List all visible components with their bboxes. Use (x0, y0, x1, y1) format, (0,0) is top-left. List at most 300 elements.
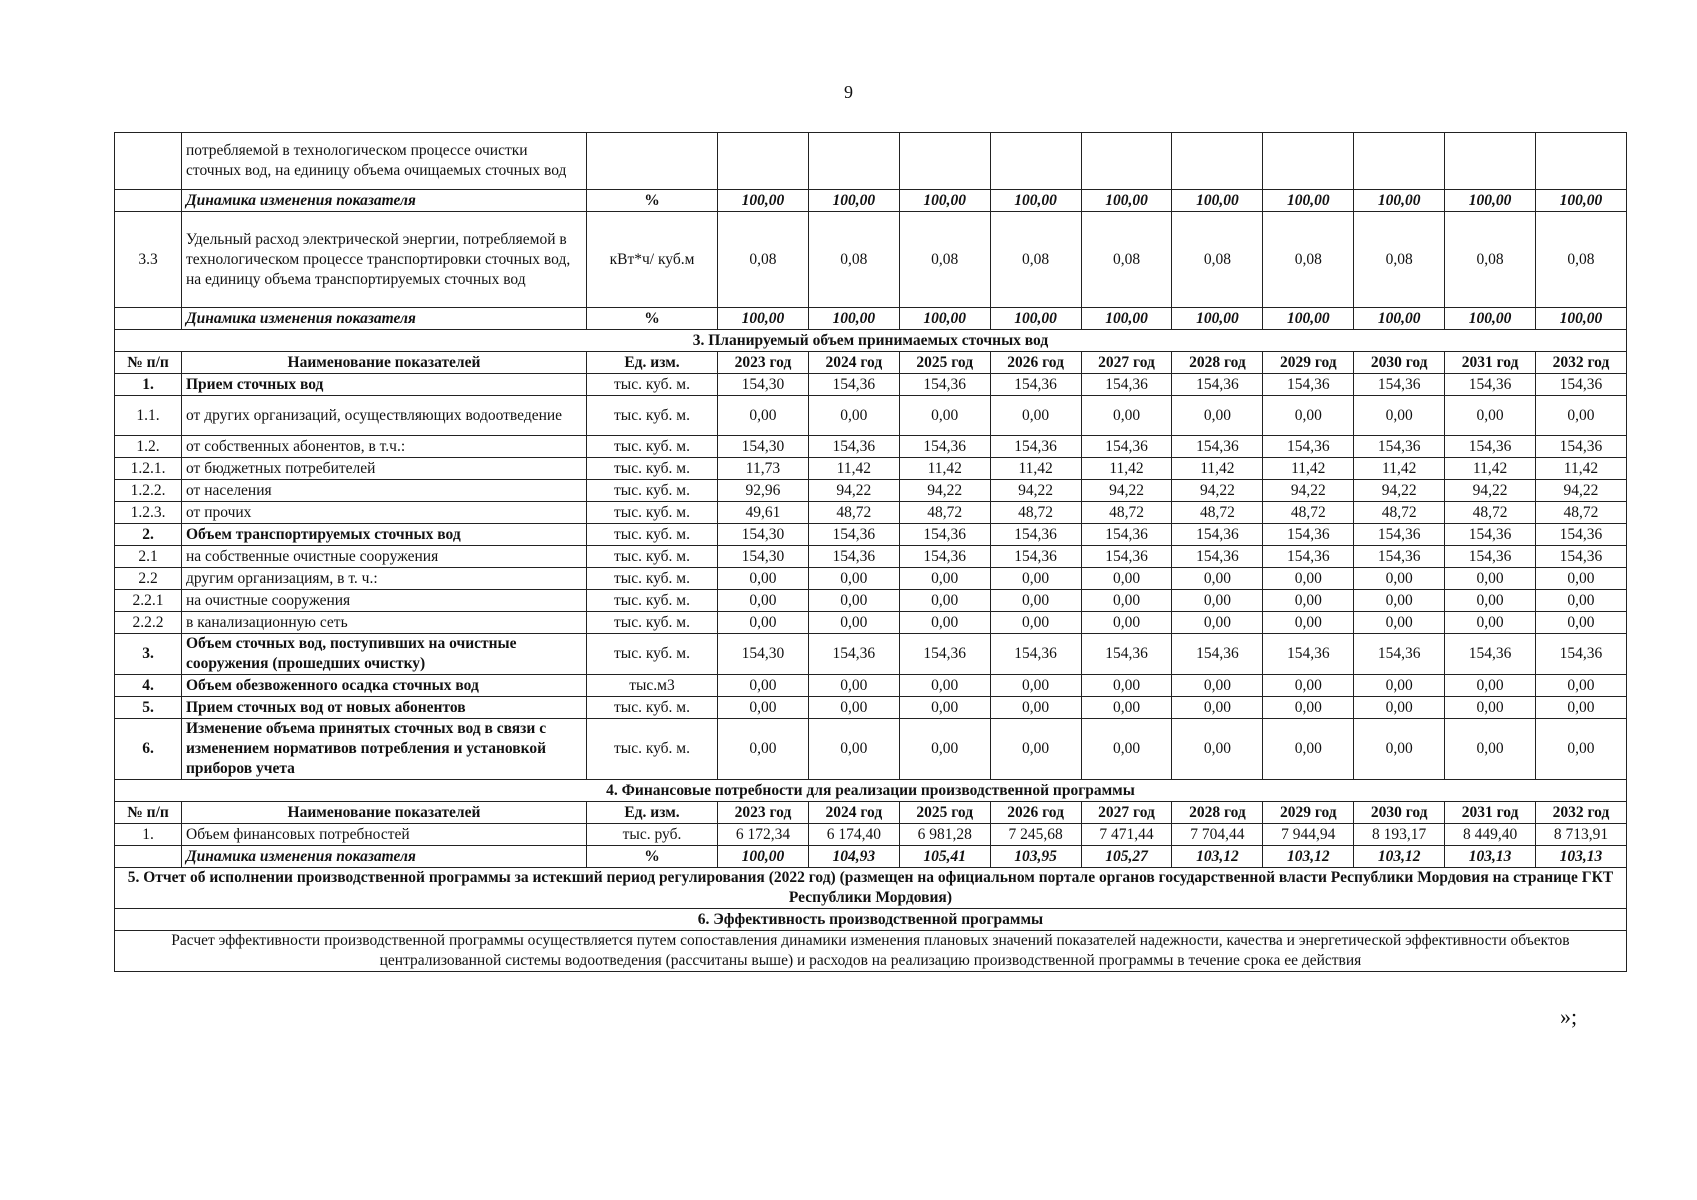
num-cell (115, 190, 182, 212)
value-cell: 0,00 (718, 590, 809, 612)
section-title: 4. Финансовые потребности для реализации производственной программы (115, 780, 1627, 802)
value-cell (1354, 133, 1445, 190)
value-cell: 154,36 (1354, 524, 1445, 546)
value-cell: 154,36 (1172, 634, 1263, 675)
section-title: 6. Эффективность производственной программы (115, 909, 1627, 931)
value-cell: 100,00 (1536, 308, 1627, 330)
value-cell: 94,22 (1536, 480, 1627, 502)
value-cell: 0,00 (899, 568, 990, 590)
value-cell: 0,00 (1172, 568, 1263, 590)
table-row (115, 675, 1627, 697)
value-cell: 154,36 (899, 374, 990, 396)
value-cell: 0,00 (1445, 612, 1536, 634)
value-cell: 11,42 (1536, 458, 1627, 480)
value-cell: 48,72 (1172, 502, 1263, 524)
value-cell: 0,00 (1354, 568, 1445, 590)
num-cell: 6. (115, 719, 182, 780)
value-cell: 7 245,68 (990, 824, 1081, 846)
value-cell: 48,72 (1354, 502, 1445, 524)
value-cell: 100,00 (899, 190, 990, 212)
unit-cell (587, 133, 718, 190)
table-row (115, 824, 1627, 846)
value-cell: 0,00 (1445, 719, 1536, 780)
value-cell: 11,42 (990, 458, 1081, 480)
header-year: 2023 год (718, 352, 809, 374)
value-cell: 11,42 (1081, 458, 1172, 480)
value-cell: 0,00 (808, 719, 899, 780)
value-cell: 0,00 (1445, 396, 1536, 436)
value-cell: 0,00 (990, 719, 1081, 780)
indicator-name-cell: от прочих (182, 502, 587, 524)
value-cell: 100,00 (1536, 190, 1627, 212)
value-cell: 0,00 (1536, 612, 1627, 634)
value-cell: 154,36 (1172, 524, 1263, 546)
table-row (115, 524, 1627, 546)
num-cell: 2.2 (115, 568, 182, 590)
indicator-name-cell: Прием сточных вод от новых абонентов (182, 697, 587, 719)
value-cell: 0,08 (808, 212, 899, 308)
num-cell: 3. (115, 634, 182, 675)
value-cell: 103,12 (1354, 846, 1445, 868)
unit-cell: тыс. куб. м. (587, 502, 718, 524)
value-cell: 11,42 (1354, 458, 1445, 480)
value-cell: 154,36 (990, 634, 1081, 675)
num-cell: 5. (115, 697, 182, 719)
header-unit: Ед. изм. (587, 352, 718, 374)
table-row (115, 436, 1627, 458)
value-cell: 154,36 (1263, 436, 1354, 458)
value-cell: 48,72 (899, 502, 990, 524)
value-cell: 0,08 (1172, 212, 1263, 308)
value-cell: 103,95 (990, 846, 1081, 868)
value-cell: 154,30 (718, 524, 809, 546)
value-cell: 154,30 (718, 546, 809, 568)
value-cell: 48,72 (1263, 502, 1354, 524)
table-row (115, 502, 1627, 524)
num-cell (115, 846, 182, 868)
header-year: 2028 год (1172, 352, 1263, 374)
value-cell: 0,00 (899, 590, 990, 612)
unit-cell: тыс. руб. (587, 824, 718, 846)
table-row (115, 374, 1627, 396)
value-cell: 154,36 (1536, 524, 1627, 546)
value-cell: 0,08 (990, 212, 1081, 308)
value-cell: 154,36 (1172, 546, 1263, 568)
value-cell: 0,00 (1354, 719, 1445, 780)
indicator-name-cell: Изменение объема принятых сточных вод в связи с изменением нормативов потребления и установкой приборов учета (182, 719, 587, 780)
value-cell: 100,00 (899, 308, 990, 330)
value-cell: 0,00 (990, 675, 1081, 697)
unit-cell: кВт*ч/ куб.м (587, 212, 718, 308)
unit-cell: тыс. куб. м. (587, 436, 718, 458)
value-cell: 49,61 (718, 502, 809, 524)
indicator-name-cell: Объем сточных вод, поступивших на очистные сооружения (прошедших очистку) (182, 634, 587, 675)
value-cell: 154,36 (808, 546, 899, 568)
value-cell: 0,00 (1263, 719, 1354, 780)
value-cell: 0,00 (808, 396, 899, 436)
value-cell: 154,36 (808, 634, 899, 675)
unit-cell: % (587, 308, 718, 330)
section-title: 5. Отчет об исполнении производственной программы за истекший период регулирования (2022 год) (размещен на официальном портале органов государственной власти Республики Мордовия на странице ГКТ Республики Мордовия) (115, 868, 1627, 909)
header-year: 2028 год (1172, 802, 1263, 824)
value-cell: 154,36 (990, 436, 1081, 458)
dynamics-label: Динамика изменения показателя (182, 308, 587, 330)
header-name: Наименование показателей (182, 352, 587, 374)
value-cell: 154,36 (1536, 436, 1627, 458)
header-year: 2032 год (1536, 802, 1627, 824)
value-cell: 0,00 (1263, 675, 1354, 697)
value-cell: 0,00 (1354, 396, 1445, 436)
value-cell: 100,00 (1081, 190, 1172, 212)
value-cell: 0,00 (1172, 719, 1263, 780)
value-cell: 11,42 (1172, 458, 1263, 480)
value-cell (899, 133, 990, 190)
indicator-name-cell: от населения (182, 480, 587, 502)
value-cell: 0,00 (1536, 568, 1627, 590)
value-cell: 0,00 (1081, 675, 1172, 697)
value-cell: 0,00 (808, 590, 899, 612)
header-num: № п/п (115, 352, 182, 374)
value-cell: 100,00 (1354, 190, 1445, 212)
value-cell: 8 713,91 (1536, 824, 1627, 846)
value-cell (808, 133, 899, 190)
unit-cell: тыс. куб. м. (587, 612, 718, 634)
header-year: 2030 год (1354, 352, 1445, 374)
header-year: 2031 год (1445, 802, 1536, 824)
value-cell: 0,00 (1172, 697, 1263, 719)
value-cell: 154,30 (718, 634, 809, 675)
value-cell: 0,08 (1263, 212, 1354, 308)
value-cell: 154,30 (718, 436, 809, 458)
value-cell: 0,00 (1081, 697, 1172, 719)
table-row (115, 697, 1627, 719)
table-row (115, 308, 1627, 330)
value-cell: 0,00 (1263, 612, 1354, 634)
value-cell: 8 193,17 (1354, 824, 1445, 846)
value-cell: 6 172,34 (718, 824, 809, 846)
value-cell: 154,36 (899, 524, 990, 546)
indicator-name-cell: на очистные сооружения (182, 590, 587, 612)
value-cell (1172, 133, 1263, 190)
value-cell: 6 174,40 (808, 824, 899, 846)
value-cell: 0,00 (1263, 568, 1354, 590)
header-year: 2027 год (1081, 802, 1172, 824)
value-cell: 0,00 (1081, 396, 1172, 436)
value-cell: 0,00 (1445, 675, 1536, 697)
value-cell: 6 981,28 (899, 824, 990, 846)
unit-cell: тыс. куб. м. (587, 590, 718, 612)
value-cell: 0,00 (718, 612, 809, 634)
value-cell (1263, 133, 1354, 190)
unit-cell: тыс. куб. м. (587, 458, 718, 480)
value-cell: 94,22 (1445, 480, 1536, 502)
indicator-name-cell: от собственных абонентов, в т.ч.: (182, 436, 587, 458)
section-title-row (115, 330, 1627, 352)
value-cell: 154,36 (899, 634, 990, 675)
table-row (115, 458, 1627, 480)
value-cell: 0,00 (1536, 590, 1627, 612)
value-cell: 0,00 (718, 568, 809, 590)
value-cell: 0,00 (899, 719, 990, 780)
value-cell: 154,36 (1445, 374, 1536, 396)
value-cell: 94,22 (1354, 480, 1445, 502)
table-row (115, 133, 1627, 190)
unit-cell: тыс. куб. м. (587, 396, 718, 436)
value-cell: 0,00 (1354, 675, 1445, 697)
section-title-row (115, 868, 1627, 909)
value-cell: 100,00 (1172, 308, 1263, 330)
unit-cell: тыс.м3 (587, 675, 718, 697)
header-year: 2024 год (808, 802, 899, 824)
value-cell: 154,36 (1354, 374, 1445, 396)
indicator-name-cell: Удельный расход электрической энергии, потребляемой в технологическом процессе транспортировки сточных вод, на единицу объема транспортируемых сточных вод (182, 212, 587, 308)
value-cell: 7 704,44 (1172, 824, 1263, 846)
value-cell (990, 133, 1081, 190)
value-cell: 0,00 (990, 590, 1081, 612)
unit-cell: % (587, 190, 718, 212)
value-cell: 48,72 (990, 502, 1081, 524)
table-row (115, 480, 1627, 502)
value-cell: 154,36 (1354, 436, 1445, 458)
num-cell: 3.3 (115, 212, 182, 308)
value-cell: 0,00 (718, 719, 809, 780)
value-cell: 154,36 (1536, 374, 1627, 396)
value-cell: 154,36 (1263, 546, 1354, 568)
value-cell: 154,36 (1172, 374, 1263, 396)
value-cell: 100,00 (1445, 308, 1536, 330)
unit-cell: тыс. куб. м. (587, 568, 718, 590)
indicator-name-cell: потребляемой в технологическом процессе очистки сточных вод, на единицу объема очищаемых сточных вод (182, 133, 587, 190)
unit-cell: тыс. куб. м. (587, 374, 718, 396)
table-row (115, 590, 1627, 612)
indicator-name-cell: другим организациям, в т. ч.: (182, 568, 587, 590)
header-year: 2031 год (1445, 352, 1536, 374)
value-cell: 7 471,44 (1081, 824, 1172, 846)
table-row (115, 719, 1627, 780)
indicator-name-cell: Объем финансовых потребностей (182, 824, 587, 846)
value-cell: 100,00 (1354, 308, 1445, 330)
num-cell: 1.2.3. (115, 502, 182, 524)
value-cell: 0,00 (899, 612, 990, 634)
unit-cell: % (587, 846, 718, 868)
value-cell: 100,00 (808, 190, 899, 212)
num-cell: 2. (115, 524, 182, 546)
value-cell: 0,00 (1263, 697, 1354, 719)
value-cell: 100,00 (1445, 190, 1536, 212)
value-cell: 0,00 (808, 675, 899, 697)
value-cell: 103,12 (1172, 846, 1263, 868)
unit-cell: тыс. куб. м. (587, 546, 718, 568)
header-year: 2029 год (1263, 352, 1354, 374)
value-cell: 48,72 (808, 502, 899, 524)
value-cell: 0,00 (899, 675, 990, 697)
value-cell: 0,00 (1445, 568, 1536, 590)
value-cell: 0,00 (1172, 396, 1263, 436)
value-cell: 154,36 (990, 546, 1081, 568)
header-year: 2030 год (1354, 802, 1445, 824)
value-cell: 154,36 (1081, 546, 1172, 568)
section-title-row (115, 909, 1627, 931)
value-cell: 154,36 (1445, 436, 1536, 458)
indicator-name-cell: Объем транспортируемых сточных вод (182, 524, 587, 546)
value-cell: 0,08 (1081, 212, 1172, 308)
table-row (115, 634, 1627, 675)
value-cell: 154,36 (990, 374, 1081, 396)
value-cell: 154,36 (1354, 634, 1445, 675)
value-cell: 0,00 (1536, 675, 1627, 697)
value-cell: 100,00 (990, 190, 1081, 212)
value-cell: 0,00 (1263, 396, 1354, 436)
header-year: 2027 год (1081, 352, 1172, 374)
value-cell (718, 133, 809, 190)
dynamics-label: Динамика изменения показателя (182, 846, 587, 868)
table-row (115, 568, 1627, 590)
value-cell: 154,36 (1081, 436, 1172, 458)
value-cell: 0,00 (808, 697, 899, 719)
num-cell (115, 133, 182, 190)
header-year: 2025 год (899, 802, 990, 824)
value-cell: 7 944,94 (1263, 824, 1354, 846)
value-cell: 0,00 (1081, 612, 1172, 634)
header-year: 2029 год (1263, 802, 1354, 824)
value-cell: 154,36 (808, 374, 899, 396)
value-cell: 154,36 (1536, 546, 1627, 568)
value-cell: 8 449,40 (1445, 824, 1536, 846)
value-cell: 100,00 (1081, 308, 1172, 330)
header-year: 2023 год (718, 802, 809, 824)
value-cell: 154,36 (1445, 546, 1536, 568)
indicator-name-cell: Прием сточных вод (182, 374, 587, 396)
value-cell: 100,00 (718, 308, 809, 330)
value-cell: 11,73 (718, 458, 809, 480)
header-year: 2026 год (990, 802, 1081, 824)
value-cell: 0,00 (990, 612, 1081, 634)
value-cell: 103,13 (1445, 846, 1536, 868)
value-cell: 94,22 (899, 480, 990, 502)
value-cell: 48,72 (1536, 502, 1627, 524)
table-row (115, 612, 1627, 634)
paragraph-row (115, 931, 1627, 972)
value-cell: 0,08 (1445, 212, 1536, 308)
value-cell: 0,00 (1172, 612, 1263, 634)
value-cell: 11,42 (1263, 458, 1354, 480)
num-cell: 2.1 (115, 546, 182, 568)
value-cell: 0,00 (1536, 697, 1627, 719)
header-num: № п/п (115, 802, 182, 824)
num-cell: 1.1. (115, 396, 182, 436)
value-cell: 154,30 (718, 374, 809, 396)
value-cell: 0,00 (990, 568, 1081, 590)
section-title-row (115, 780, 1627, 802)
value-cell: 154,36 (1263, 374, 1354, 396)
header-name: Наименование показателей (182, 802, 587, 824)
indicator-name-cell: от бюджетных потребителей (182, 458, 587, 480)
value-cell: 94,22 (1263, 480, 1354, 502)
value-cell: 154,36 (1263, 524, 1354, 546)
value-cell: 0,00 (990, 396, 1081, 436)
value-cell: 0,00 (1081, 719, 1172, 780)
value-cell: 154,36 (1445, 524, 1536, 546)
value-cell: 0,08 (899, 212, 990, 308)
num-cell: 2.2.2 (115, 612, 182, 634)
indicator-name-cell: на собственные очистные сооружения (182, 546, 587, 568)
value-cell: 0,00 (1445, 697, 1536, 719)
value-cell: 105,41 (899, 846, 990, 868)
unit-cell: тыс. куб. м. (587, 697, 718, 719)
table-row (115, 846, 1627, 868)
value-cell: 154,36 (1081, 634, 1172, 675)
value-cell: 94,22 (990, 480, 1081, 502)
value-cell: 103,12 (1263, 846, 1354, 868)
value-cell: 100,00 (808, 308, 899, 330)
value-cell: 0,00 (808, 568, 899, 590)
num-cell: 1.2.2. (115, 480, 182, 502)
value-cell: 154,36 (1081, 374, 1172, 396)
value-cell: 154,36 (990, 524, 1081, 546)
unit-cell: тыс. куб. м. (587, 719, 718, 780)
num-cell: 1.2. (115, 436, 182, 458)
header-unit: Ед. изм. (587, 802, 718, 824)
value-cell: 0,00 (1354, 697, 1445, 719)
value-cell: 100,00 (1263, 190, 1354, 212)
value-cell: 94,22 (808, 480, 899, 502)
value-cell: 154,36 (899, 546, 990, 568)
value-cell: 154,36 (1354, 546, 1445, 568)
indicator-name-cell: от других организаций, осуществляющих водоотведение (182, 396, 587, 436)
value-cell: 0,00 (1081, 590, 1172, 612)
value-cell: 100,00 (718, 846, 809, 868)
value-cell: 154,36 (899, 436, 990, 458)
num-cell (115, 308, 182, 330)
value-cell: 11,42 (899, 458, 990, 480)
dynamics-label: Динамика изменения показателя (182, 190, 587, 212)
value-cell: 11,42 (808, 458, 899, 480)
num-cell: 2.2.1 (115, 590, 182, 612)
indicator-name-cell: Объем обезвоженного осадка сточных вод (182, 675, 587, 697)
value-cell (1081, 133, 1172, 190)
value-cell: 0,00 (718, 675, 809, 697)
value-cell: 154,36 (1172, 436, 1263, 458)
closing-mark: »; (1560, 1004, 1578, 1029)
value-cell: 154,36 (1536, 634, 1627, 675)
value-cell: 104,93 (808, 846, 899, 868)
header-year: 2025 год (899, 352, 990, 374)
value-cell: 92,96 (718, 480, 809, 502)
value-cell: 103,13 (1536, 846, 1627, 868)
header-row (115, 802, 1627, 824)
value-cell: 154,36 (1263, 634, 1354, 675)
header-year: 2032 год (1536, 352, 1627, 374)
value-cell: 0,00 (1172, 590, 1263, 612)
value-cell: 0,00 (1536, 396, 1627, 436)
table-row (115, 212, 1627, 308)
value-cell: 154,36 (808, 524, 899, 546)
value-cell: 0,00 (1536, 719, 1627, 780)
value-cell: 154,36 (1081, 524, 1172, 546)
value-cell: 0,00 (899, 697, 990, 719)
value-cell: 0,08 (1536, 212, 1627, 308)
value-cell: 100,00 (1172, 190, 1263, 212)
value-cell: 100,00 (718, 190, 809, 212)
value-cell: 94,22 (1172, 480, 1263, 502)
value-cell: 48,72 (1445, 502, 1536, 524)
value-cell: 94,22 (1081, 480, 1172, 502)
value-cell: 154,36 (808, 436, 899, 458)
num-cell: 1. (115, 374, 182, 396)
value-cell: 0,00 (1263, 590, 1354, 612)
section-title: 3. Планируемый объем принимаемых сточных вод (115, 330, 1627, 352)
num-cell: 4. (115, 675, 182, 697)
